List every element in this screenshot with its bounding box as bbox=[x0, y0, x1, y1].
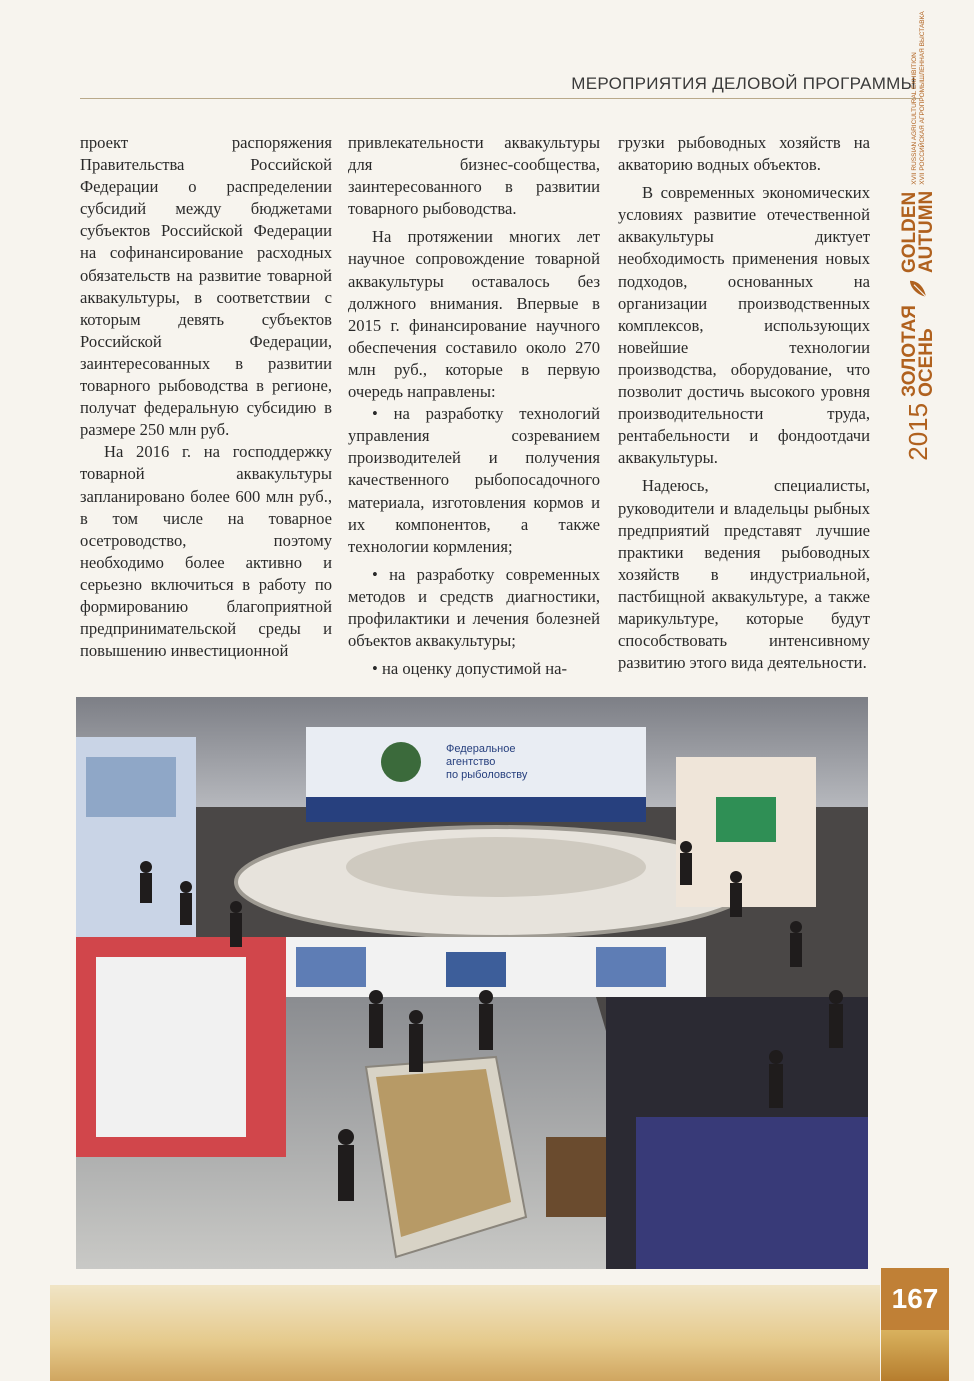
paragraph: В современных экономических условиях развитие отечественной аквакультуры диктует необходимость применения новых подходов, основанных на организации производственных комплексов, использующих новейшие технологии производства, оборудование, что позволит достичь высокого уровня производительности труда, рентабельности и фондоотдачи аквакультуры. bbox=[618, 183, 870, 468]
photo-illustration bbox=[76, 697, 868, 1269]
paragraph: проект распоряжения Правительства Российской Федерации о распределении субсидий между бюджетами субъектов Российской Федерации на софинансирование расходных обязательств на развитие товарной аквакультуры, в соответствии с которым девять субъектов Российской Федерации, заинтересованных в развитии товарного рыбоводства в регионе, получат федеральную субсидию в размере 250 млн руб. bbox=[80, 133, 332, 440]
agency-sign: Федеральное агентство по рыболовству bbox=[446, 743, 528, 781]
text-column-2 bbox=[348, 132, 600, 680]
bullet-item: • на разработку современных методов и средств диагностики, профилактики и лечения болезней объектов аквакультуры; bbox=[348, 564, 600, 651]
bullet-item: • на разработку технологий управления созреванием производителей и получения качественного рыбопосадочного материала, изготовления кормов и их компонентов, а также технологии кормления; bbox=[348, 404, 600, 556]
bullet-item: • на оценку допустимой на- bbox=[372, 659, 568, 679]
page-number: 167 bbox=[881, 1268, 949, 1330]
exhibition-logo bbox=[896, 11, 940, 461]
logo-en-line1: GOLDEN bbox=[899, 191, 920, 274]
paragraph: На протяжении многих лет научное сопровождение товарной аквакультуры оставалось без должного внимания. Впервые в 2015 г. финансирование научного обеспечения составило около 270 млн руб., которые в первую очередь направлены: bbox=[348, 227, 600, 402]
decorative-footer bbox=[50, 1285, 880, 1381]
section-title: МЕРОПРИЯТИЯ ДЕЛОВОЙ ПРОГРАММЫ bbox=[571, 74, 916, 93]
logo-small-top: XVII RUSSIAN AGRICULTURAL EXHIBITION bbox=[910, 52, 918, 185]
text-column-1 bbox=[80, 132, 332, 662]
logo-en-line2: AUTUMN bbox=[916, 190, 937, 274]
logo-ru-line1: ЗОЛОТАЯ bbox=[899, 305, 920, 397]
paragraph: Надеюсь, специалисты, руководители и владельцы рыбных предприятий представят лучшие практики ведения рыбоводных хозяйств в индустриальной, пастбищной аквакультуре, а также марикультуре, которые будут способствовать интенсивному развитию этого вида деятельности. bbox=[618, 476, 870, 673]
exhibition-hall-photo bbox=[76, 697, 868, 1269]
leaf-icon bbox=[908, 279, 928, 299]
logo-small-bottom: XVII РОССИЙСКАЯ АГРОПРОМЫШЛЕННАЯ ВЫСТАВКА bbox=[918, 11, 926, 185]
logo-year: 2015 bbox=[902, 402, 933, 461]
paragraph: На 2016 г. на господдержку товарной аквакультуры запланировано более 600 млн руб., в том числе на товарное осетроводство, поэтому необходимо более активно и серьезно включиться в работу по формированию благоприятной предпринимательской среды и повышению инвестиционной bbox=[80, 442, 332, 661]
paragraph: привлекательности аквакультуры для бизнес-сообщества, заинтересованного в развитии товарного рыбоводства. bbox=[348, 133, 600, 219]
paragraph: грузки рыбоводных хозяйств на акваторию водных объектов. bbox=[618, 133, 870, 175]
text-column-3 bbox=[618, 132, 870, 674]
running-header bbox=[80, 70, 920, 99]
logo-ru-line2: ОСЕНЬ bbox=[916, 328, 937, 397]
page-number-tab bbox=[881, 1330, 949, 1381]
